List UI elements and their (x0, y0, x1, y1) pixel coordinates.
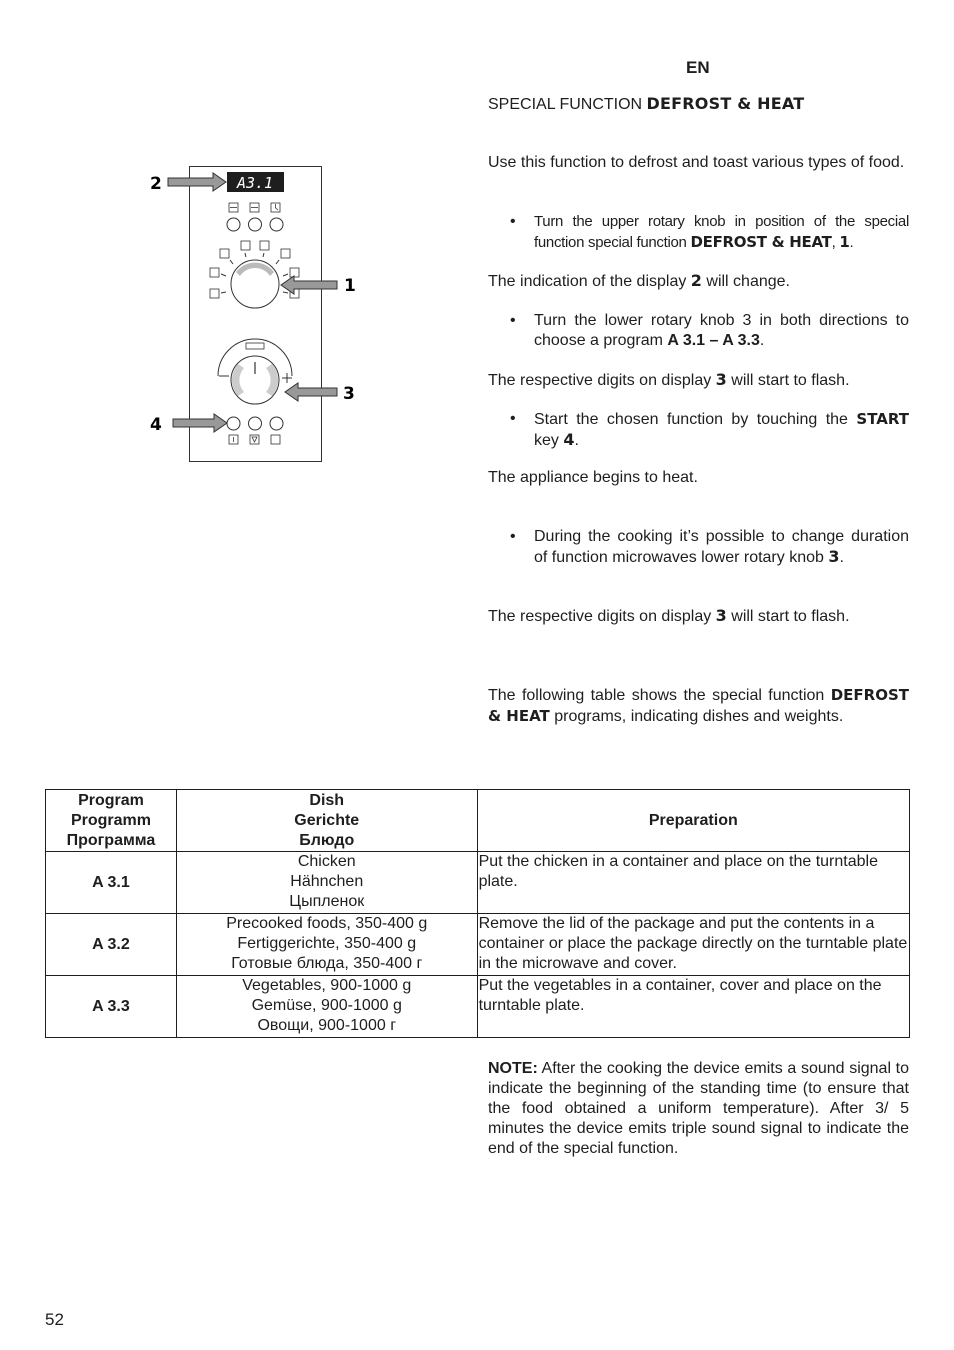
callout-number-2: 2 (150, 174, 162, 194)
bullet-turn-upper-knob: • Turn the upper rotary knob in position of the special function special function DEFROST & HEAT, 1. (510, 213, 909, 251)
programs-table (45, 789, 910, 1038)
page-number: 52 (45, 1310, 64, 1329)
header-program: Program Programm Программа (46, 790, 177, 852)
callout-number-3: 3 (343, 384, 355, 404)
digits-flash-line-2: The respective digits on display 3 will start to flash. (488, 606, 850, 625)
control-panel-diagram (140, 160, 370, 470)
display-readout: A3.1 (236, 174, 274, 192)
bullet-dot: • (510, 213, 516, 230)
preparation-cell: Put the chicken in a container and place on the turntable plate. (477, 852, 909, 914)
display-change-line: The indication of the display 2 will change. (488, 271, 790, 290)
dish-cell: Vegetables, 900-1000 g Gemüse, 900-1000 g Овощи, 900-1000 г (176, 976, 477, 1038)
section-title-prefix: SPECIAL FUNCTION (488, 96, 647, 113)
preparation-cell: Put the vegetables in a container, cover and place on the turntable plate. (477, 976, 909, 1038)
table-row (46, 914, 910, 976)
bullet-dot: • (510, 410, 516, 427)
callout-number-1: 1 (344, 276, 356, 296)
dish-cell: Precooked foods, 350-400 g Fertiggerichte, 350-400 g Готовые блюда, 350-400 г (176, 914, 477, 976)
table-header-row (46, 790, 910, 852)
bullet-start-function: • Start the chosen function by touching the START key 4. (510, 410, 909, 449)
program-code: A 3.2 (46, 914, 177, 976)
bullet-dot: • (510, 528, 516, 545)
digits-flash-line-1: The respective digits on display 3 will start to flash. (488, 370, 850, 389)
table-row (46, 976, 910, 1038)
preparation-cell: Remove the lid of the package and put the contents in a container or place the package directly on the turntable plate in the microwave and cover. (477, 914, 909, 976)
header-preparation: Preparation (477, 790, 909, 852)
intro-paragraph: Use this function to defrost and toast various types of food. (488, 154, 905, 171)
program-code: A 3.1 (46, 852, 177, 914)
language-code: EN (686, 58, 710, 77)
bullet-change-duration: • During the cooking it’s possible to change duration of function microwaves lower rotary knob 3. (510, 528, 909, 566)
program-code: A 3.3 (46, 976, 177, 1038)
section-title-keyword: DEFROST & HEAT (646, 94, 805, 113)
appliance-heats-line: The appliance begins to heat. (488, 469, 698, 486)
table-row (46, 852, 910, 914)
note-label: NOTE: (488, 1060, 538, 1077)
note-paragraph: NOTE: After the cooking the device emits a sound signal to indicate the beginning of the standing time (to ensure that the food obtained a uniform temperature). After 3/ 5 minutes the device emits triple sound signal to indicate the end of the special function. (488, 1060, 909, 1157)
bullet-dot: • (510, 312, 516, 329)
callout-number-4: 4 (150, 415, 162, 435)
table-intro-paragraph: The following table shows the special function DEFROST & HEAT programs, indicating dishes and weights. (488, 686, 909, 725)
bullet-turn-lower-knob: • Turn the lower rotary knob 3 in both directions to choose a program A 3.1 – A 3.3. (510, 312, 909, 349)
dish-cell: Chicken Hähnchen Цыпленок (176, 852, 477, 914)
section-title (488, 94, 804, 114)
header-dish: Dish Gerichte Блюдо (176, 790, 477, 852)
